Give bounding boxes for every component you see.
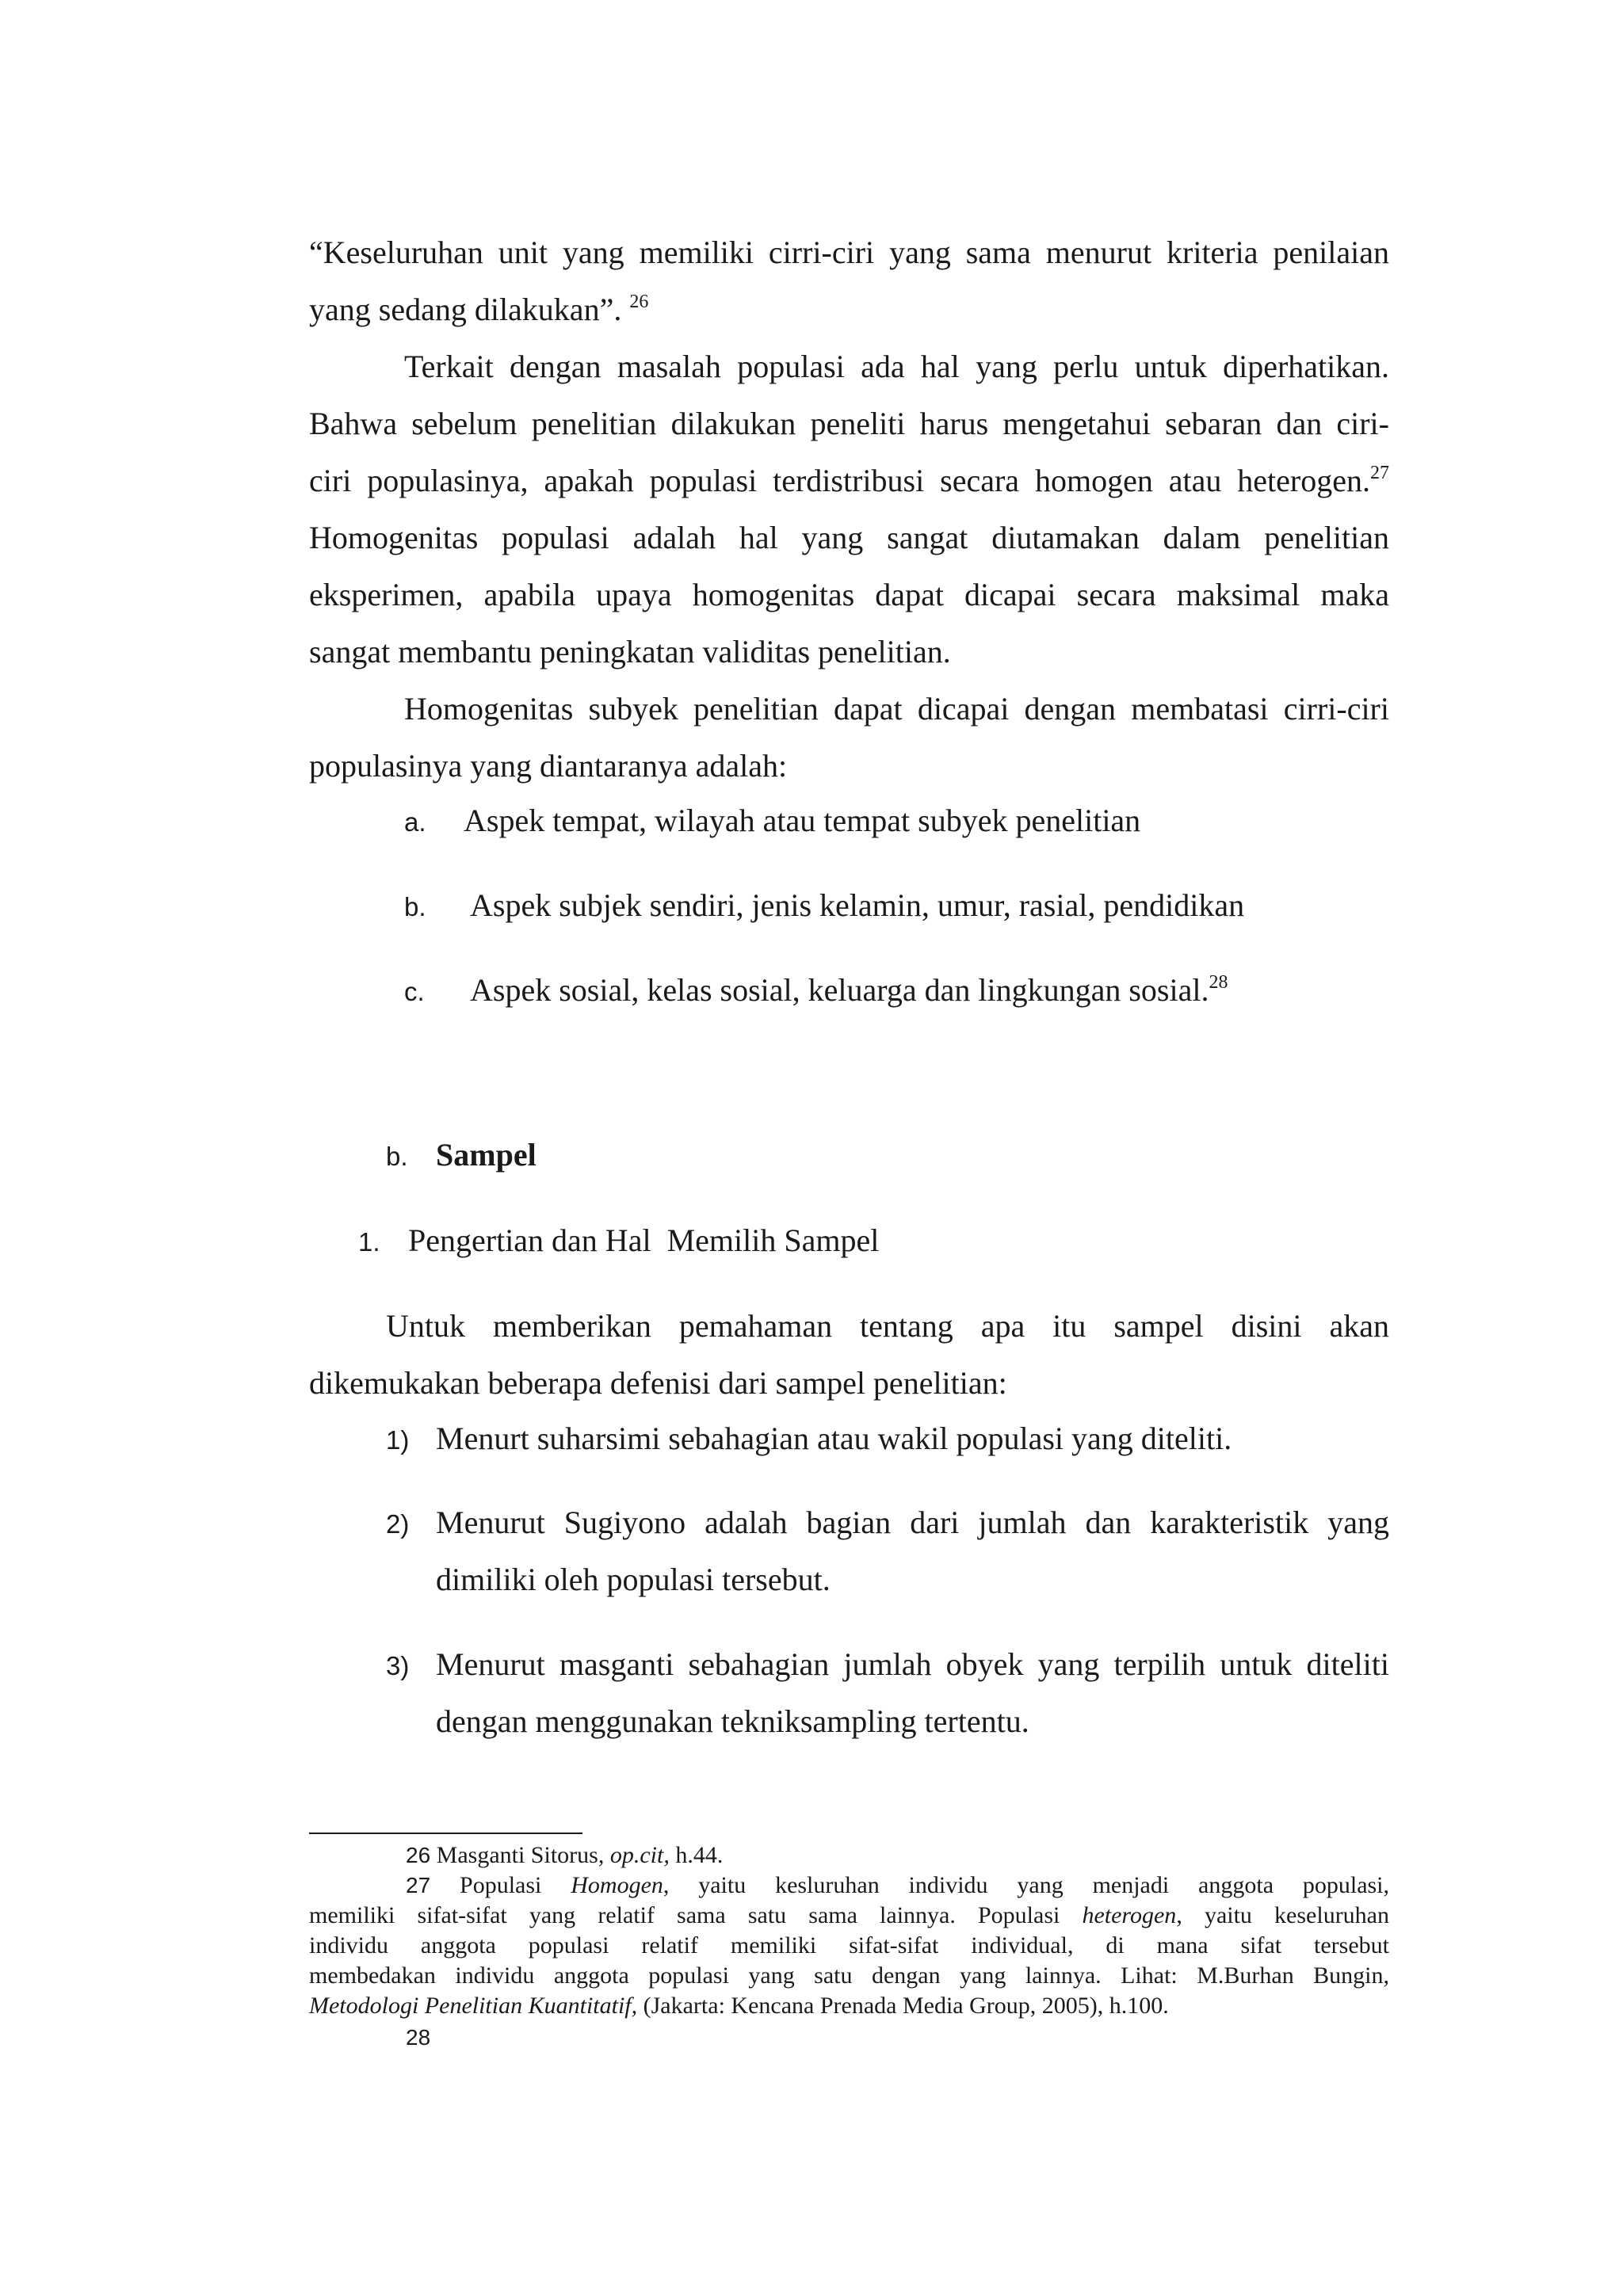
footnote-ref-27: 27 <box>1370 463 1389 483</box>
footnote-27-line-5 <box>309 1991 1169 2021</box>
list-marker: a. <box>404 807 426 837</box>
list-item-text-line-1: Menurut masganti sebahagian jumlah obyek yang terpilih untuk diteliti <box>436 1646 1389 1682</box>
footnote-italic-text: Metodologi Penelitian Kuantitatif, <box>309 1993 638 2019</box>
paragraph-2-line-2: Bahwa sebelum penelitian dilakukan peneliti harus mengetahui sebaran dan ciri- <box>309 406 1389 441</box>
list-item-text-body: Aspek sosial, kelas sosial, keluarga dan lingkungan sosial. <box>470 972 1209 1008</box>
list-item-text <box>470 962 1228 1024</box>
footnote-number: 27 <box>406 1873 431 1897</box>
section-title: Sampel <box>436 1137 537 1173</box>
paragraph-2-line-4: Homogenitas populasi adalah hal yang sangat diutamakan dalam penelitian <box>309 520 1389 555</box>
footnote-28 <box>406 2023 430 2053</box>
list-item-text: Aspek tempat, wilayah atau tempat subyek penelitian <box>464 803 1141 838</box>
footnote-27-line-3: individu anggota populasi relatif memiliki sifat-sifat individual, di mana sifat tersebut <box>309 1932 1389 1958</box>
footnote-italic-text: op.cit, <box>609 1842 670 1868</box>
subsection-marker: 1. <box>358 1227 380 1257</box>
paragraph-2-line-3-text: ciri populasinya, apakah populasi terdistribusi secara homogen atau heterogen. <box>309 463 1370 498</box>
footnote-26 <box>406 1840 723 1871</box>
list-item-text-line-2: dengan menggunakan tekniksampling tertentu. <box>436 1703 1029 1739</box>
paragraph-1-line-2-text: yang sedang dilakukan”. <box>309 292 622 327</box>
paragraph-3-line-2: populasinya yang diantaranya adalah: <box>309 748 788 784</box>
list-item-text: Menurt suharsimi sebahagian atau wakil populasi yang diteliti. <box>436 1421 1232 1456</box>
list-item-definition-2 <box>0 1494 1623 1608</box>
list-marker: 3) <box>386 1651 410 1680</box>
paragraph-4-line-2: dikemukakan beberapa defenisi dari sampel penelitian: <box>309 1365 1007 1401</box>
footnote-text: Masganti Sitorus, <box>436 1842 605 1868</box>
paragraph-2-line-3 <box>309 452 1389 514</box>
paragraph-1-line-2 <box>309 281 648 343</box>
footnote-27-line-1 <box>406 1871 1389 1901</box>
footnote-ref-26: 26 <box>629 292 649 312</box>
footnote-text: , yaitu kesluruhan individu yang menjadi anggota populasi, <box>663 1872 1390 1898</box>
list-item-text-line-2: dimiliki oleh populasi tersebut. <box>436 1562 831 1597</box>
footnote-number: 26 <box>406 1843 431 1867</box>
paragraph-2-line-1: Terkait dengan masalah populasi ada hal yang perlu untuk diperhatikan. <box>404 349 1389 384</box>
paragraph-4-line-1: Untuk memberikan pemahaman tentang apa itu sampel disini akan <box>386 1308 1389 1344</box>
list-marker: b. <box>404 892 426 921</box>
footnote-text: (Jakarta: Kencana Prenada Media Group, 2005), h.100. <box>643 1993 1169 2019</box>
footnote-separator <box>309 1833 582 1834</box>
footnote-text: Populasi <box>460 1872 542 1898</box>
section-marker: b. <box>386 1142 408 1171</box>
list-item-text: Aspek subjek sendiri, jenis kelamin, umur, rasial, pendidikan <box>470 887 1245 923</box>
footnote-27-line-2 <box>309 1901 1389 1931</box>
paragraph-1-line-1: “Keseluruhan unit yang memiliki cirri-ciri yang sama menurut kriteria penilaian <box>309 235 1389 270</box>
footnote-ref-28: 28 <box>1209 972 1228 993</box>
footnote-italic-text: Homogen <box>571 1872 663 1898</box>
footnote-number: 28 <box>406 2025 431 2050</box>
paragraph-2-line-6: sangat membantu peningkatan validitas penelitian. <box>309 634 951 669</box>
list-marker: 2) <box>386 1509 410 1539</box>
footnote-text: h.44. <box>675 1842 724 1868</box>
list-item-definition-3 <box>0 1636 1623 1750</box>
subsection-title: Pengertian dan Hal Memilih Sampel <box>408 1222 880 1258</box>
footnote-text: , yaitu keseluruhan <box>1176 1902 1389 1928</box>
list-item-text-line-1: Menurut Sugiyono adalah bagian dari jumlah dan karakteristik yang <box>436 1505 1389 1540</box>
footnote-italic-text: heterogen <box>1082 1902 1177 1928</box>
footnote-text: memiliki sifat-sifat yang relatif sama satu sama lainnya. Populasi <box>309 1902 1060 1928</box>
list-marker: c. <box>404 977 425 1006</box>
list-marker: 1) <box>386 1425 410 1455</box>
footnote-27-line-4: membedakan individu anggota populasi yang satu dengan yang lainnya. Lihat: M.Burhan Bungin, <box>309 1962 1389 1989</box>
paragraph-3-line-1: Homogenitas subyek penelitian dapat dicapai dengan membatasi cirri-ciri <box>404 691 1389 727</box>
paragraph-2-line-5: eksperimen, apabila upaya homogenitas dapat dicapai secara maksimal maka <box>309 577 1389 612</box>
